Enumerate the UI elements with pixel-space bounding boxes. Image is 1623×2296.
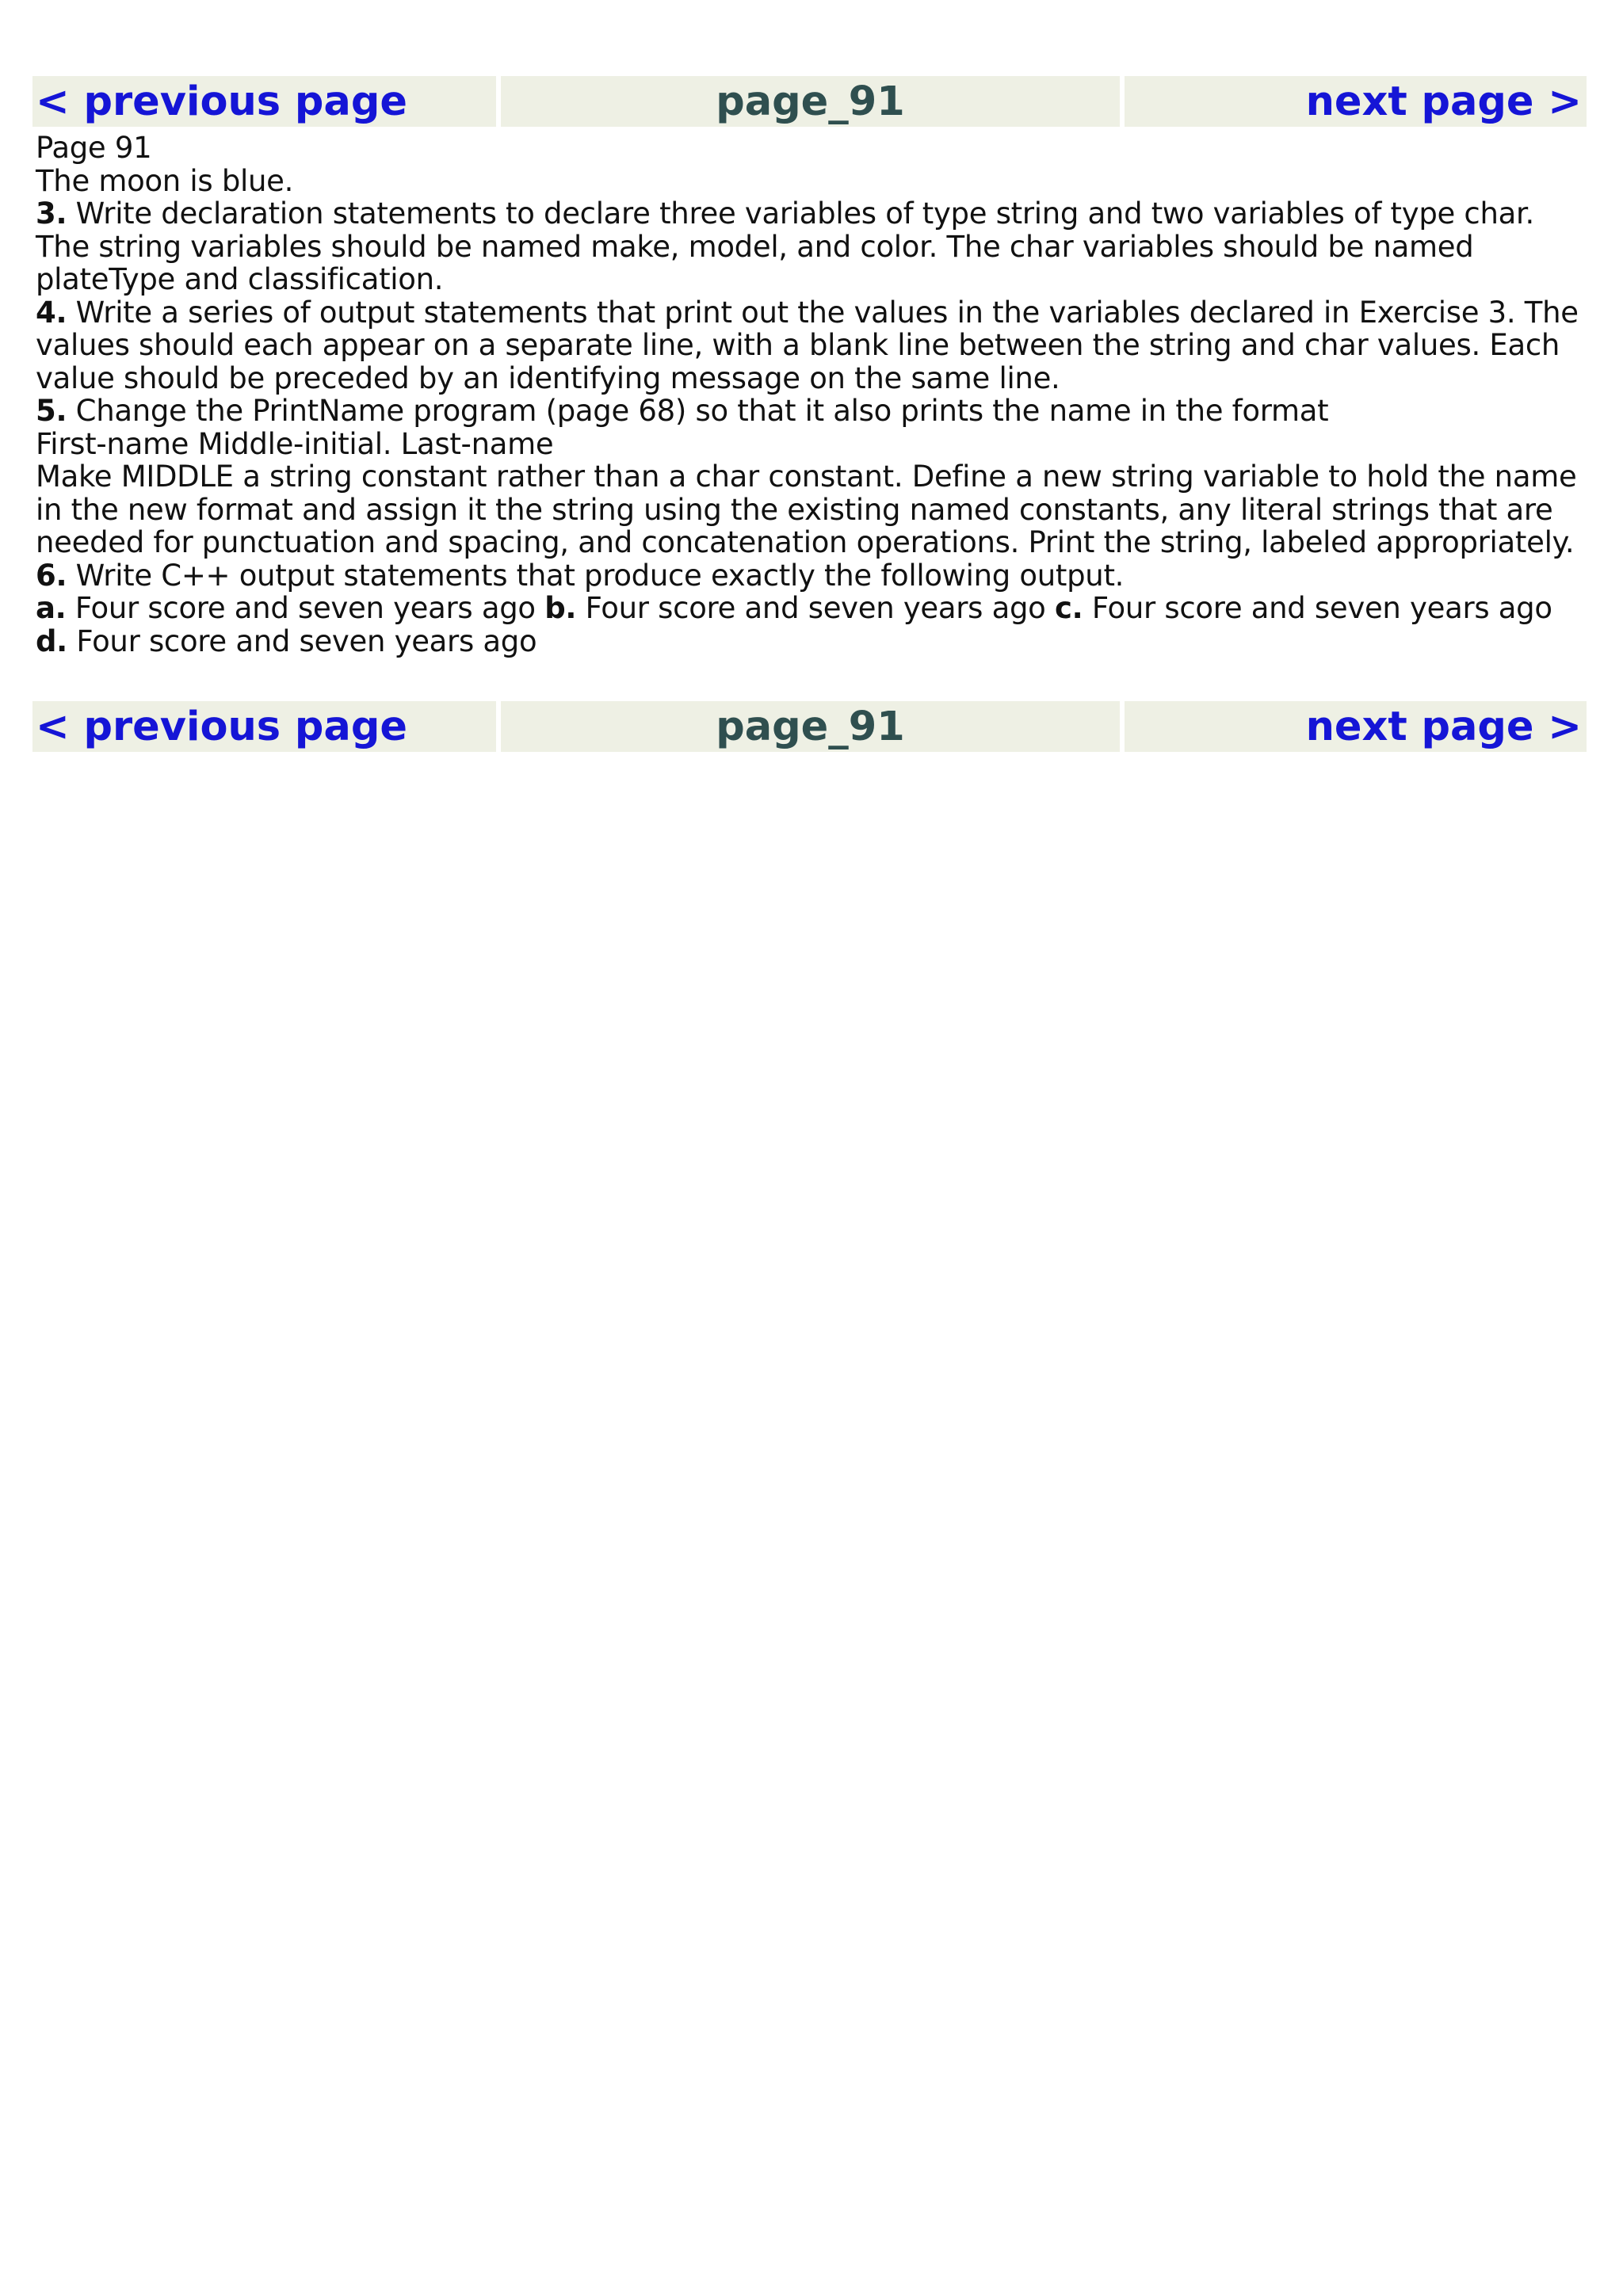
- exercise-4-text: Write a series of output statements that print out the values in the variables declared in Exercise 3. The values should each appear on a separate line, with a blank line between the string and char values. Each value should be preceded by an identifying message on the same line.: [36, 295, 1579, 395]
- top-navigation-bar: [32, 76, 1591, 127]
- exercise-3: [36, 197, 1589, 296]
- bottom-navigation-bar: [32, 701, 1591, 752]
- option-b-text: Four score and seven years ago: [576, 591, 1055, 625]
- page-label: Page 91: [36, 131, 152, 165]
- page-title: page_91: [501, 76, 1120, 127]
- previous-page-link[interactable]: < previous page: [32, 76, 496, 127]
- option-a-text: Four score and seven years ago: [66, 591, 545, 625]
- next-page-link[interactable]: next page >: [1125, 701, 1587, 752]
- exercise-3-number: 3.: [36, 196, 67, 231]
- option-a-label: a.: [36, 591, 67, 625]
- exercise-4-number: 4.: [36, 295, 67, 330]
- exercise-6-option-d: [36, 625, 1589, 658]
- page-content: [36, 132, 1589, 658]
- exercise-6-options-abc: [36, 592, 1589, 625]
- previous-page-link[interactable]: < previous page: [32, 701, 496, 752]
- exercise-4: [36, 296, 1589, 395]
- exercise-6-text: Write C++ output statements that produce exactly the following output.: [67, 558, 1125, 593]
- exercise-5-format: First-name Middle-initial. Last-name: [36, 426, 554, 461]
- option-c-label: c.: [1054, 591, 1083, 625]
- option-d-label: d.: [36, 624, 67, 658]
- option-b-label: b.: [544, 591, 577, 625]
- exercise-3-text: Write declaration statements to declare three variables of type string and two variables of type char. The string variables should be named make, model, and color. The char variables should be named plateType and classification.: [36, 196, 1534, 296]
- option-c-text: Four score and seven years ago: [1083, 591, 1552, 625]
- exercise-5-text: Change the PrintName program (page 68) so that it also prints the name in the format: [67, 394, 1329, 428]
- exercise-6: [36, 559, 1589, 593]
- page-title: page_91: [501, 701, 1120, 752]
- exercise-5: [36, 395, 1589, 428]
- exercise-6-number: 6.: [36, 558, 67, 593]
- next-page-link[interactable]: next page >: [1125, 76, 1587, 127]
- exercise-5-instructions: Make MIDDLE a string constant rather than a char constant. Define a new string variable to hold the name in the new format and assign it the string using the existing named constants, any literal strings that are needed for punctuation and spacing, and concatenation operations. Print the string, labeled appropriately.: [36, 460, 1577, 559]
- option-d-text: Four score and seven years ago: [67, 624, 537, 658]
- exercise-5-number: 5.: [36, 394, 67, 428]
- intro-text: The moon is blue.: [36, 163, 294, 198]
